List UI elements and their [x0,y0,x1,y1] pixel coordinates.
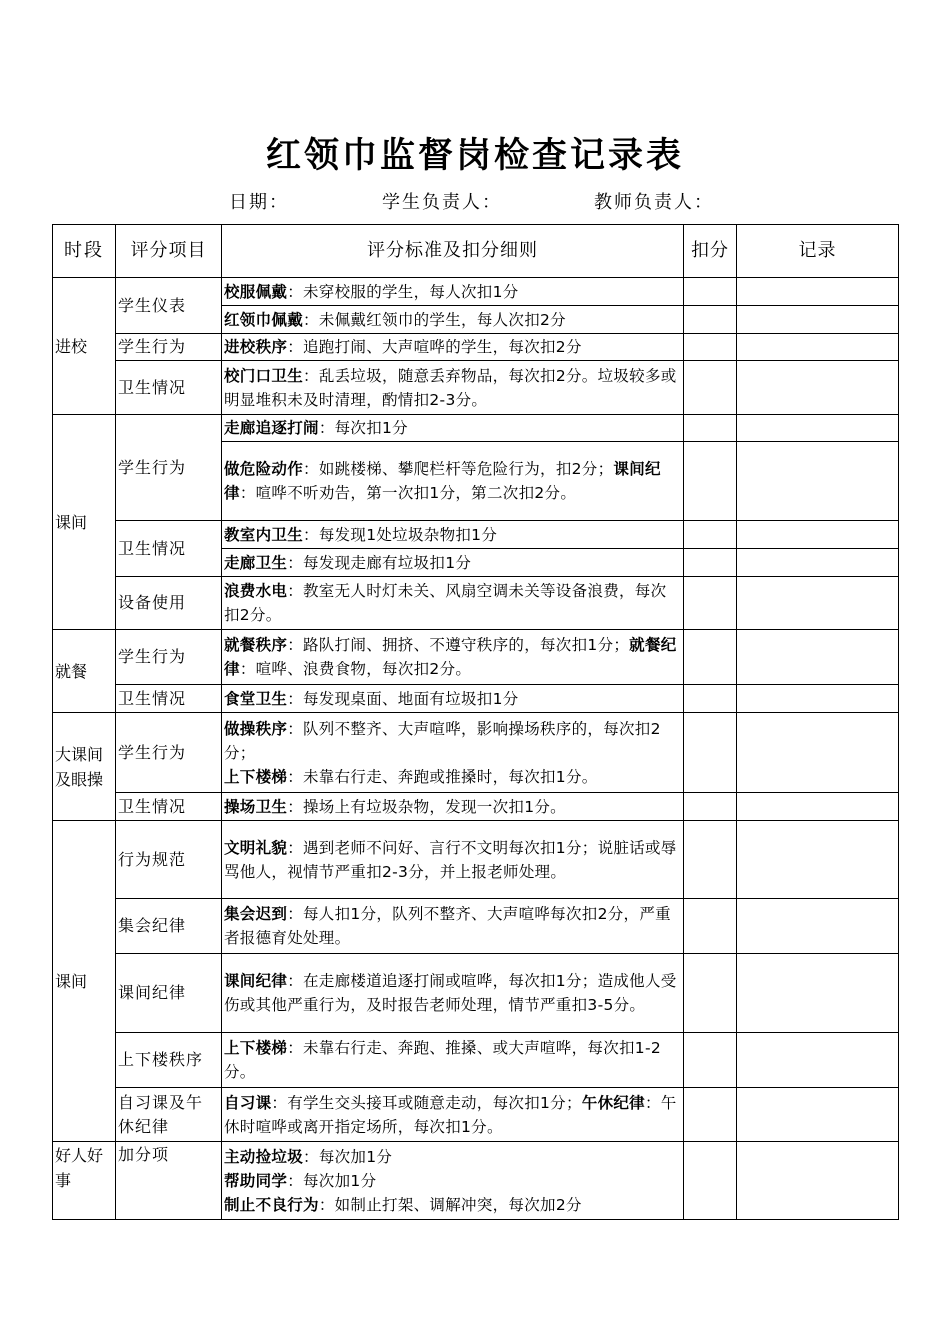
teacher-leader-label: 教师负责人： [594,192,714,213]
period-cell: 课间 [53,415,116,630]
record-cell[interactable] [737,821,899,899]
item-cell: 设备使用 [116,577,222,630]
standard-cell: 红领巾佩戴：未佩戴红领巾的学生，每人次扣2分 [222,306,684,334]
inspection-table [52,224,899,1220]
record-cell[interactable] [737,630,899,685]
deduct-cell[interactable] [684,899,737,954]
table-row [53,415,899,442]
item-cell: 课间纪律 [116,954,222,1033]
deduct-cell[interactable] [684,713,737,793]
header-item: 评分项目 [116,225,222,278]
table-row [53,278,899,306]
standard-cell: 校门口卫生：乱丢垃圾，随意丢弃物品，每次扣2分。垃圾较多或明显堆积未及时清理，酌情扣2-3分。 [222,361,684,415]
deduct-cell[interactable] [684,1033,737,1088]
deduct-cell[interactable] [684,334,737,361]
date-label: 日期： [229,192,289,213]
standard-cell: 教室内卫生：每发现1处垃圾杂物扣1分 [222,521,684,549]
header-deduct: 扣分 [684,225,737,278]
table-row [53,1142,899,1220]
record-cell[interactable] [737,1033,899,1088]
item-cell: 行为规范 [116,821,222,899]
period-cell: 就餐 [53,630,116,713]
deduct-cell[interactable] [684,577,737,630]
item-cell: 集会纪律 [116,899,222,954]
record-cell[interactable] [737,521,899,549]
table-row [53,1088,899,1142]
table-row [53,334,899,361]
header-period: 时段 [53,225,116,278]
standard-cell: 走廊卫生：每发现走廊有垃圾扣1分 [222,549,684,577]
standard-cell: 浪费水电：教室无人时灯未关、风扇空调未关等设备浪费，每次扣2分。 [222,577,684,630]
period-cell: 好人好事 [53,1142,116,1220]
student-leader-label: 学生负责人： [382,192,502,213]
deduct-cell[interactable] [684,521,737,549]
item-cell: 学生行为 [116,334,222,361]
record-cell[interactable] [737,334,899,361]
record-cell[interactable] [737,361,899,415]
deduct-cell[interactable] [684,549,737,577]
record-cell[interactable] [737,685,899,713]
standard-cell: 做操秩序：队列不整齐、大声喧哗，影响操场秩序的，每次扣2分； 上下楼梯：未靠右行走、奔跑或推搡时，每次扣1分。 [222,713,684,793]
table-row [53,685,899,713]
standard-cell: 走廊追逐打闹：每次扣1分 [222,415,684,442]
standard-cell: 进校秩序：追跑打闹、大声喧哗的学生，每次扣2分 [222,334,684,361]
item-cell: 上下楼秩序 [116,1033,222,1088]
record-cell[interactable] [737,1142,899,1220]
table-row [53,630,899,685]
period-cell: 进校 [53,278,116,415]
deduct-cell[interactable] [684,630,737,685]
record-cell[interactable] [737,415,899,442]
item-cell: 卫生情况 [116,685,222,713]
table-row [53,521,899,549]
table-header-row [53,225,899,278]
item-cell: 学生行为 [116,415,222,521]
table-row [53,954,899,1033]
record-cell[interactable] [737,306,899,334]
standard-cell: 课间纪律：在走廊楼道追逐打闹或喧哗，每次扣1分；造成他人受伤或其他严重行为，及时报告老师处理，情节严重扣3-5分。 [222,954,684,1033]
deduct-cell[interactable] [684,442,737,521]
deduct-cell[interactable] [684,685,737,713]
standard-cell: 就餐秩序：路队打闹、拥挤、不遵守秩序的，每次扣1分；就餐纪律：喧哗、浪费食物，每次扣2分。 [222,630,684,685]
deduct-cell[interactable] [684,793,737,821]
item-cell: 加分项 [116,1142,222,1220]
header-record: 记录 [737,225,899,278]
page-title: 红领巾监督岗检查记录表 [265,135,684,176]
deduct-cell[interactable] [684,821,737,899]
period-cell: 大课间及眼操 [53,713,116,821]
item-cell: 卫生情况 [116,793,222,821]
item-cell: 学生行为 [116,630,222,685]
deduct-cell[interactable] [684,954,737,1033]
record-cell[interactable] [737,793,899,821]
record-cell[interactable] [737,577,899,630]
deduct-cell[interactable] [684,278,737,306]
standard-cell: 操场卫生：操场上有垃圾杂物，发现一次扣1分。 [222,793,684,821]
table-row [53,1033,899,1088]
table-row [53,793,899,821]
table-row [53,899,899,954]
item-cell: 学生行为 [116,713,222,793]
record-cell[interactable] [737,954,899,1033]
table-row [53,361,899,415]
standard-cell: 做危险动作：如跳楼梯、攀爬栏杆等危险行为，扣2分；课间纪律：喧哗不听劝告，第一次扣1分，第二次扣2分。 [222,442,684,521]
record-cell[interactable] [737,713,899,793]
item-cell: 自习课及午休纪律 [116,1088,222,1142]
item-cell: 卫生情况 [116,521,222,577]
standard-cell: 主动捡垃圾：每次加1分 帮助同学：每次加1分 制止不良行为：如制止打架、调解冲突，每次加2分 [222,1142,684,1220]
item-cell: 学生仪表 [116,278,222,334]
standard-cell: 上下楼梯：未靠右行走、奔跑、推搡、或大声喧哗，每次扣1-2分。 [222,1033,684,1088]
standard-cell: 食堂卫生：每发现桌面、地面有垃圾扣1分 [222,685,684,713]
standard-cell: 自习课：有学生交头接耳或随意走动，每次扣1分；午休纪律：午休时喧哗或离开指定场所，每次扣1分。 [222,1088,684,1142]
record-cell[interactable] [737,1088,899,1142]
table-row [53,577,899,630]
deduct-cell[interactable] [684,415,737,442]
header-standard: 评分标准及扣分细则 [222,225,684,278]
deduct-cell[interactable] [684,1142,737,1220]
record-cell[interactable] [737,278,899,306]
deduct-cell[interactable] [684,361,737,415]
record-cell[interactable] [737,549,899,577]
deduct-cell[interactable] [684,306,737,334]
item-cell: 卫生情况 [116,361,222,415]
standard-cell: 集会迟到：每人扣1分，队列不整齐、大声喧哗每次扣2分，严重者报德育处处理。 [222,899,684,954]
table-row [53,821,899,899]
table-row [53,713,899,793]
standard-cell: 文明礼貌：遇到老师不问好、言行不文明每次扣1分；说脏话或辱骂他人，视情节严重扣2-3分，并上报老师处理。 [222,821,684,899]
record-cell[interactable] [737,899,899,954]
deduct-cell[interactable] [684,1088,737,1142]
period-cell: 课间 [53,821,116,1142]
standard-cell: 校服佩戴：未穿校服的学生，每人次扣1分 [222,278,684,306]
record-cell[interactable] [737,442,899,521]
